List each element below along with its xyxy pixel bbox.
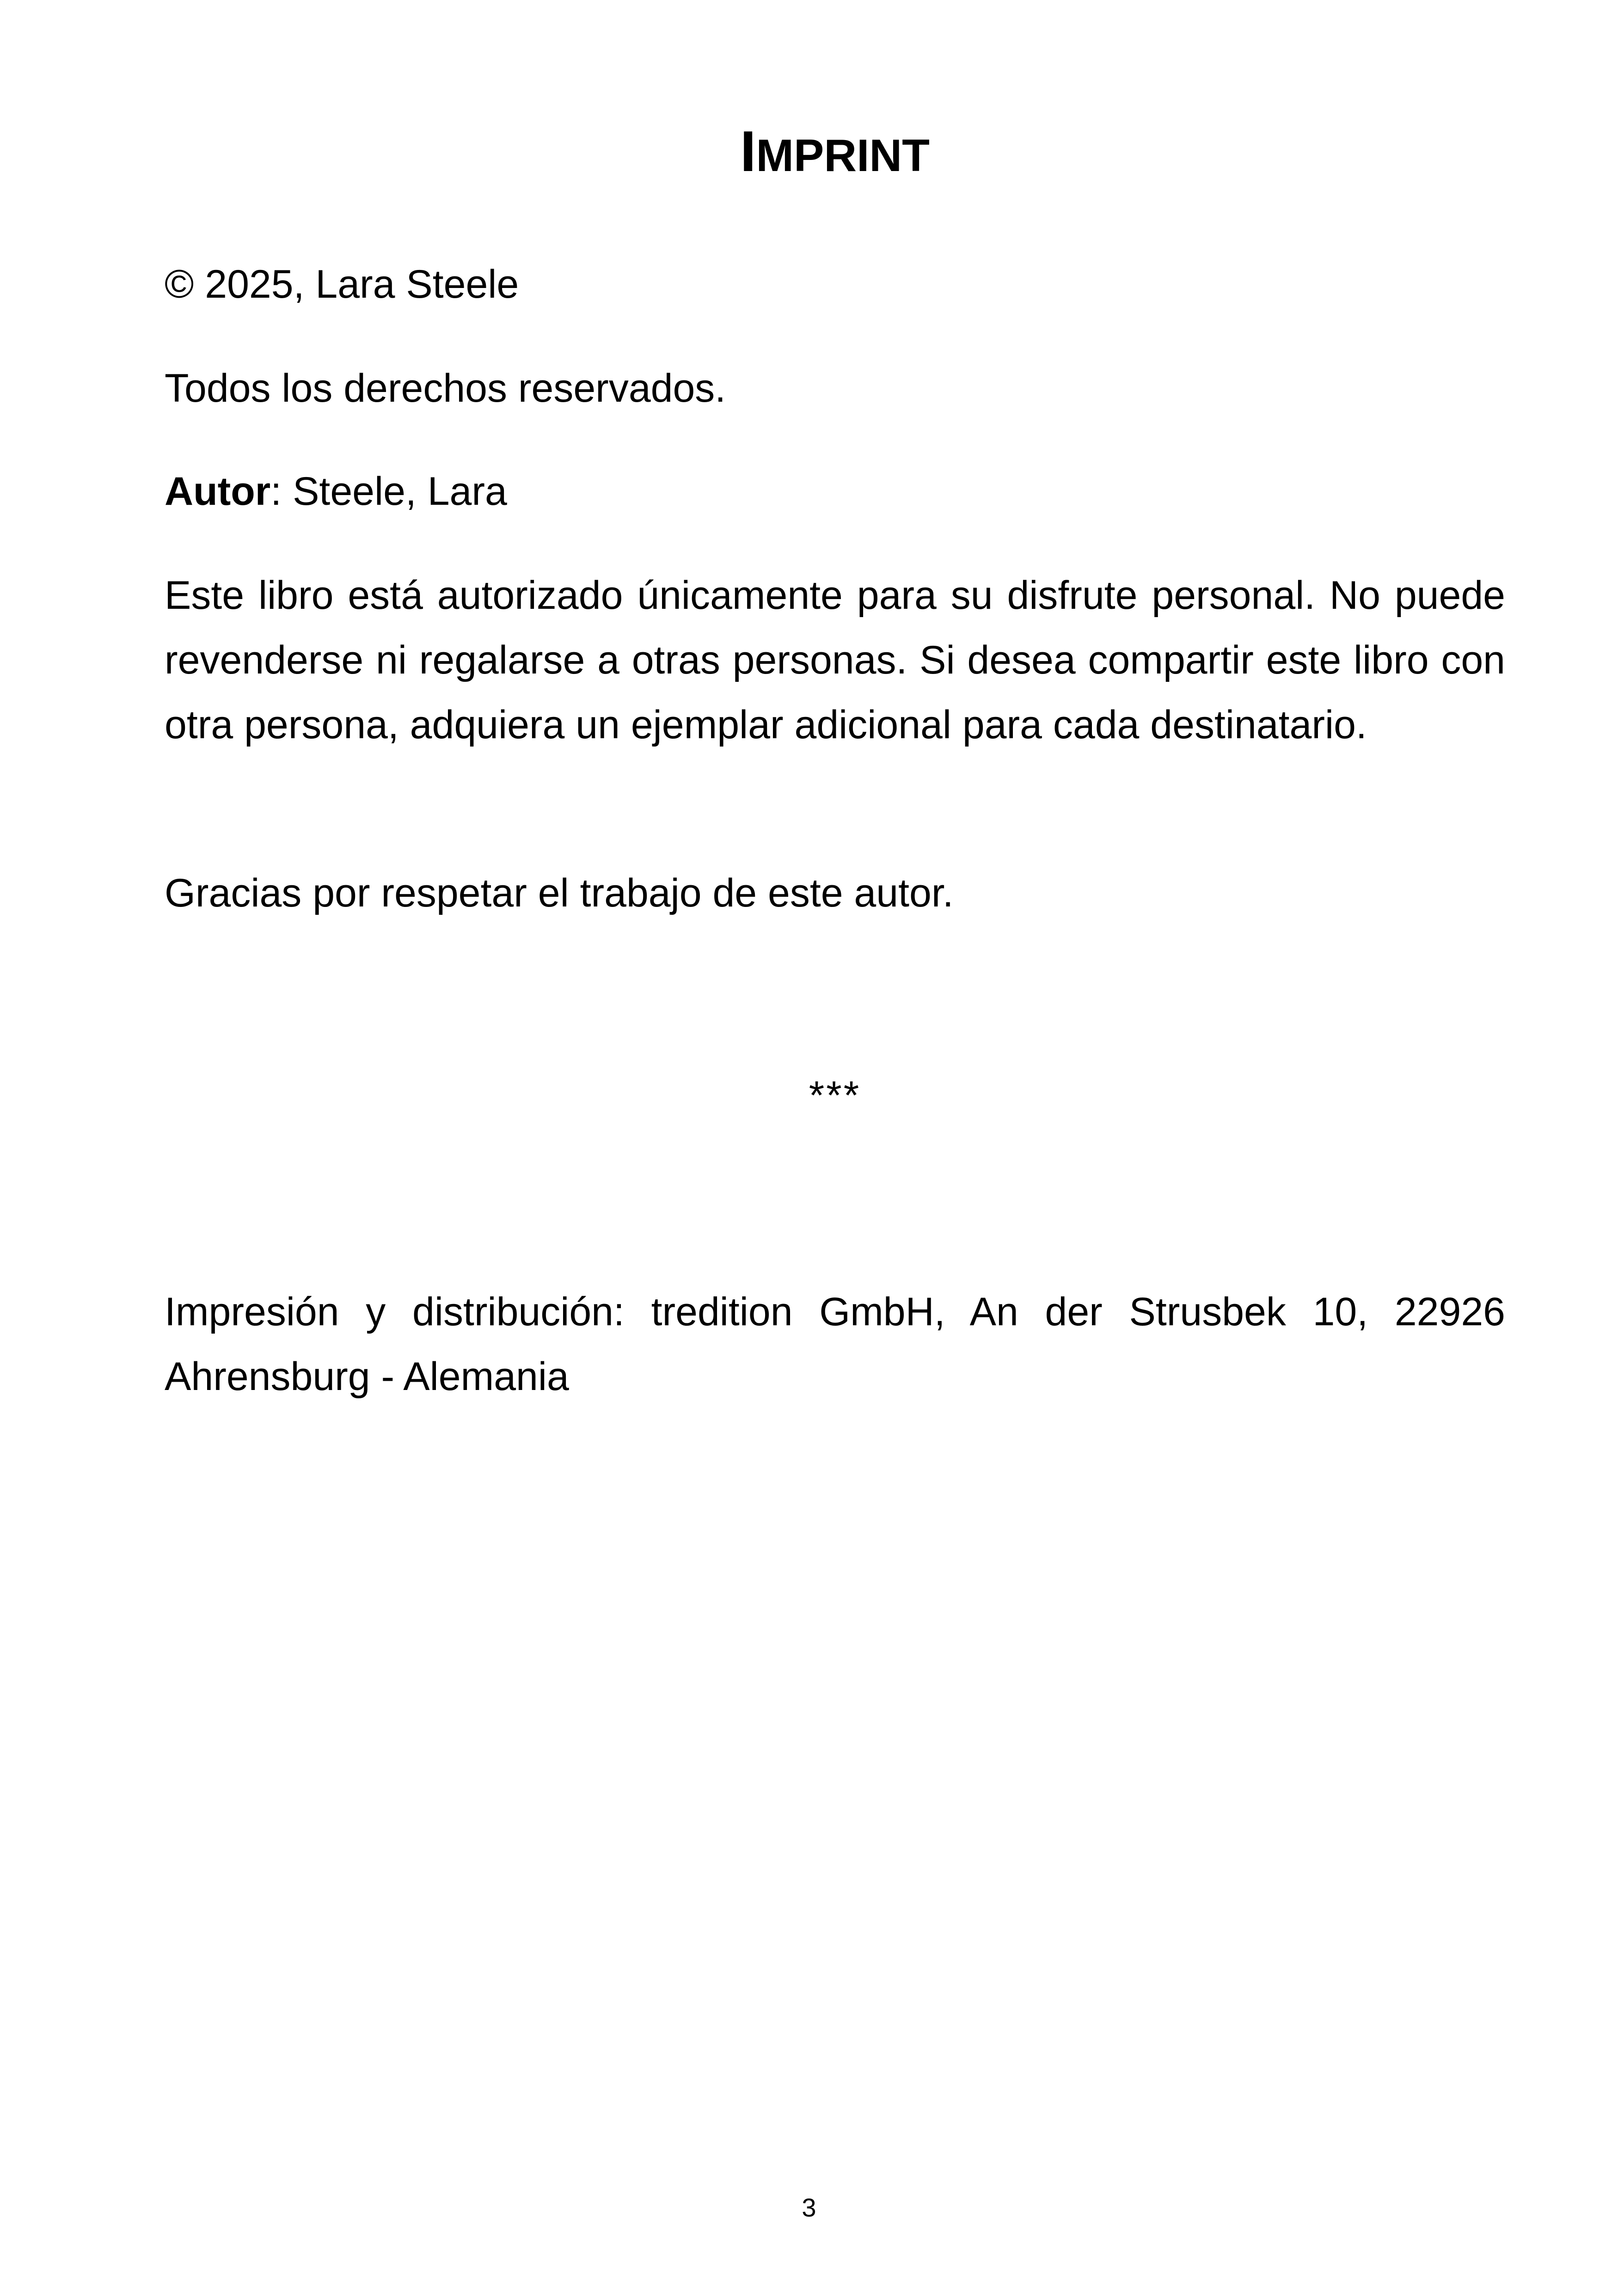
printing-info: Impresión y distribución: tredition GmbH, An der Strusbek 10, 22926 Ahrensburg - Alemania [165, 1290, 1505, 1399]
author-label: Autor [165, 469, 271, 514]
title-rest: MPRINT [756, 130, 930, 181]
author-line [165, 459, 1505, 524]
title-initial: I [740, 120, 756, 184]
rights-line: Todos los derechos reservados. [165, 366, 726, 410]
page-title [165, 115, 1505, 192]
section-separator: *** [809, 1073, 861, 1118]
thanks-line: Gracias por respetar el trabajo de este autor. [165, 871, 954, 915]
author-value: : Steele, Lara [270, 469, 507, 514]
copyright-line: © 2025, Lara Steele [165, 262, 519, 306]
license-paragraph: Este libro está autorizado únicamente para su disfrute personal. No puede revenderse ni regalarse a otras personas. Si desea compartir este libro con otra persona, adquiera un ejemplar adicional para cada destinatario. [165, 573, 1505, 747]
page-number: 3 [802, 2193, 816, 2222]
